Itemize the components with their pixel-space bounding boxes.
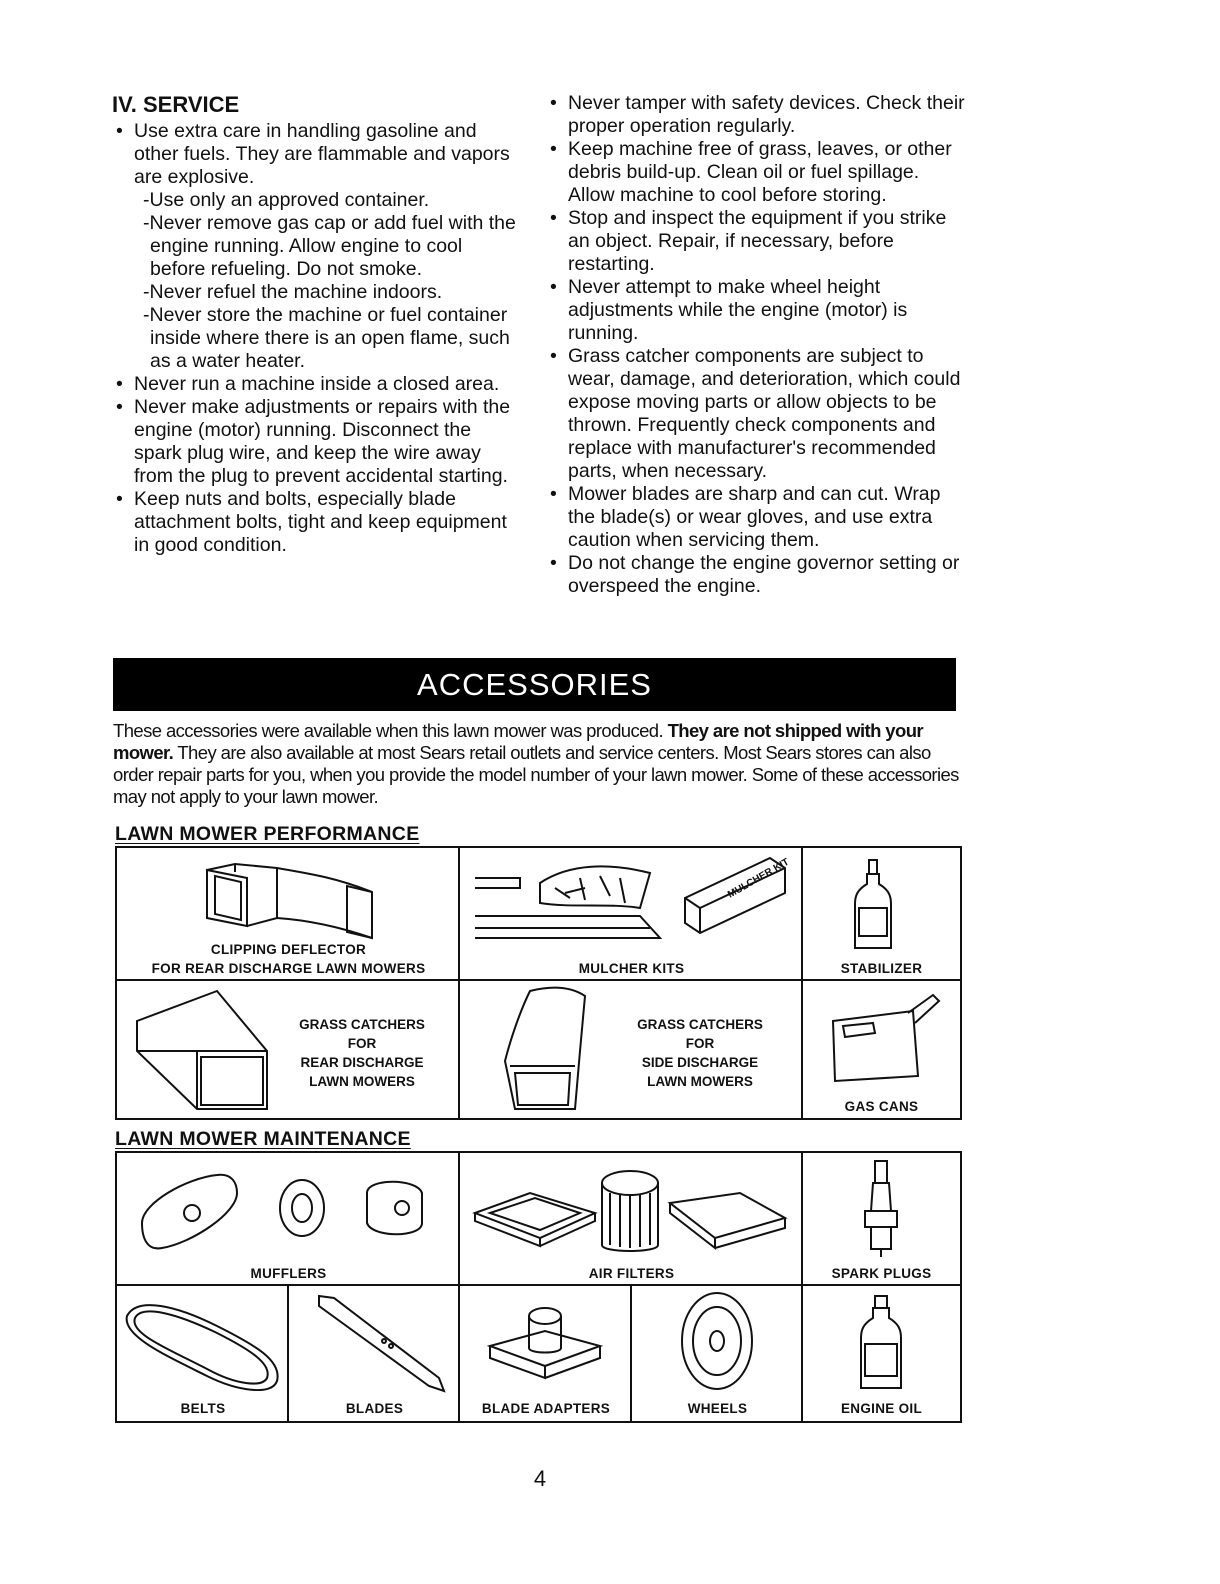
- belts-cell: [117, 1286, 289, 1421]
- maintenance-grid: [115, 1151, 962, 1423]
- spark-plugs-cell: [803, 1153, 960, 1286]
- service-right-column: [546, 92, 966, 598]
- caption: AIR FILTERS: [588, 1266, 675, 1281]
- service-right-list: [546, 92, 966, 598]
- caption: CLIPPING DEFLECTOR: [210, 942, 367, 957]
- page-number: 4: [533, 1466, 547, 1491]
- service-title: IV. SERVICE: [112, 92, 240, 117]
- air-filters-cell: [460, 1153, 803, 1286]
- caption: BLADE ADAPTERS: [481, 1401, 611, 1416]
- intro-text: These accessories were available when this lawn mower was produced.: [113, 720, 668, 741]
- sub-item: -Never remove gas cap or add fuel with the engine running. Allow engine to cool before refueling. Do not smoke.: [143, 212, 516, 280]
- sub-item: -Never refuel the machine indoors.: [143, 281, 443, 303]
- accessories-banner: ACCESSORIES: [113, 658, 956, 711]
- clipping-deflector-cell: [117, 848, 460, 981]
- list-item: • Never run a machine inside a closed area.: [112, 373, 522, 396]
- caption-line: SIDE DISCHARGE: [641, 1055, 759, 1070]
- side-catcher-caption: [610, 1015, 790, 1091]
- maintenance-heading: LAWN MOWER MAINTENANCE: [115, 1128, 411, 1150]
- performance-heading: LAWN MOWER PERFORMANCE: [115, 823, 420, 845]
- caption: MUFFLERS: [250, 1266, 327, 1281]
- list-item: • Do not change the engine governor setting or overspeed the engine.: [546, 552, 966, 598]
- side-catcher-cell: [460, 981, 803, 1118]
- list-item: • Never make adjustments or repairs with the engine (motor) running. Disconnect the spark plug wire, and keep the wire away from the plug to prevent accidental starting.: [112, 396, 522, 488]
- stabilizer-cell: [803, 848, 960, 981]
- service-left-list: [112, 120, 522, 557]
- list-item: [112, 120, 522, 373]
- list-item: • Keep machine free of grass, leaves, or other debris build-up. Clean oil or fuel spillage. Allow machine to cool before storing.: [546, 138, 966, 207]
- caption: STABILIZER: [840, 961, 923, 976]
- mufflers-cell: [117, 1153, 460, 1286]
- sub-item-text: Never store the machine or fuel container inside where there is an open flame, such as a water heater.: [149, 304, 510, 372]
- list-item: • Stop and inspect the equipment if you strike an object. Repair, if necessary, before restarting.: [546, 207, 966, 276]
- performance-grid: [115, 846, 962, 1120]
- caption-line: LAWN MOWERS: [309, 1074, 415, 1089]
- sub-item: -Use only an approved container.: [143, 189, 430, 211]
- sub-item-text: Never remove gas cap or add fuel with the engine running. Allow engine to cool before refueling. Do not smoke.: [149, 212, 516, 280]
- caption-line: GRASS CATCHERS: [637, 1017, 763, 1032]
- blades-cell: [289, 1286, 460, 1421]
- list-item: • Mower blades are sharp and can cut. Wrap the blade(s) or wear gloves, and use extra caution when servicing them.: [546, 483, 966, 552]
- caption: BLADES: [345, 1401, 404, 1416]
- blade-adapters-cell: [460, 1286, 632, 1421]
- intro-bold-text: They are not shipped with your mower.: [113, 720, 923, 763]
- sub-item: -Never store the machine or fuel container inside where there is an open flame, such as a water heater.: [143, 304, 510, 372]
- caption: GAS CANS: [844, 1099, 919, 1114]
- rear-catcher-caption: [277, 1015, 447, 1091]
- caption-line: FOR: [685, 1036, 715, 1051]
- caption-line: REAR DISCHARGE: [300, 1055, 424, 1070]
- mulcher-kits-cell: [460, 848, 803, 981]
- list-item: • Grass catcher components are subject to wear, damage, and deterioration, which could expose moving parts or allow objects to be thrown. Frequently check components and replace with manufacturer's recommended parts, when necessary.: [546, 345, 966, 483]
- sub-item-text: Use only an approved container.: [149, 189, 430, 211]
- mulcher-box-label: MULCHER KIT: [726, 856, 792, 901]
- caption: ENGINE OIL: [840, 1401, 922, 1416]
- list-item: • Never attempt to make wheel height adjustments while the engine (motor) is running.: [546, 276, 966, 345]
- caption-line: LAWN MOWERS: [647, 1074, 753, 1089]
- service-left-column: [112, 92, 522, 557]
- gas-cans-cell: [803, 981, 960, 1118]
- caption-line: FOR: [347, 1036, 377, 1051]
- caption: SPARK PLUGS: [831, 1266, 932, 1281]
- caption: BELTS: [180, 1401, 226, 1416]
- caption: FOR REAR DISCHARGE LAWN MOWERS: [151, 961, 426, 976]
- accessories-intro: [113, 720, 963, 808]
- caption: WHEELS: [687, 1401, 748, 1416]
- caption-line: GRASS CATCHERS: [299, 1017, 425, 1032]
- sub-item-text: Never refuel the machine indoors.: [149, 281, 443, 303]
- engine-oil-cell: [803, 1286, 960, 1421]
- bullet-text: Use extra care in handling gasoline and other fuels. They are flammable and vapors are explosive.: [134, 120, 510, 188]
- intro-text: They are also available at most Sears retail outlets and service centers. Most Sears stores can also order repair parts for you, when you provide the model number of your lawn mower. Some of these accessories may not apply to your lawn mower.: [113, 742, 959, 807]
- list-item: • Keep nuts and bolts, especially blade attachment bolts, tight and keep equipment in good condition.: [112, 488, 522, 557]
- list-item: • Never tamper with safety devices. Check their proper operation regularly.: [546, 92, 966, 138]
- rear-catcher-cell: [117, 981, 460, 1118]
- wheels-cell: [632, 1286, 803, 1421]
- gas-can-icon: [803, 981, 960, 1118]
- caption: MULCHER KITS: [578, 961, 685, 976]
- sub-list: [134, 189, 522, 373]
